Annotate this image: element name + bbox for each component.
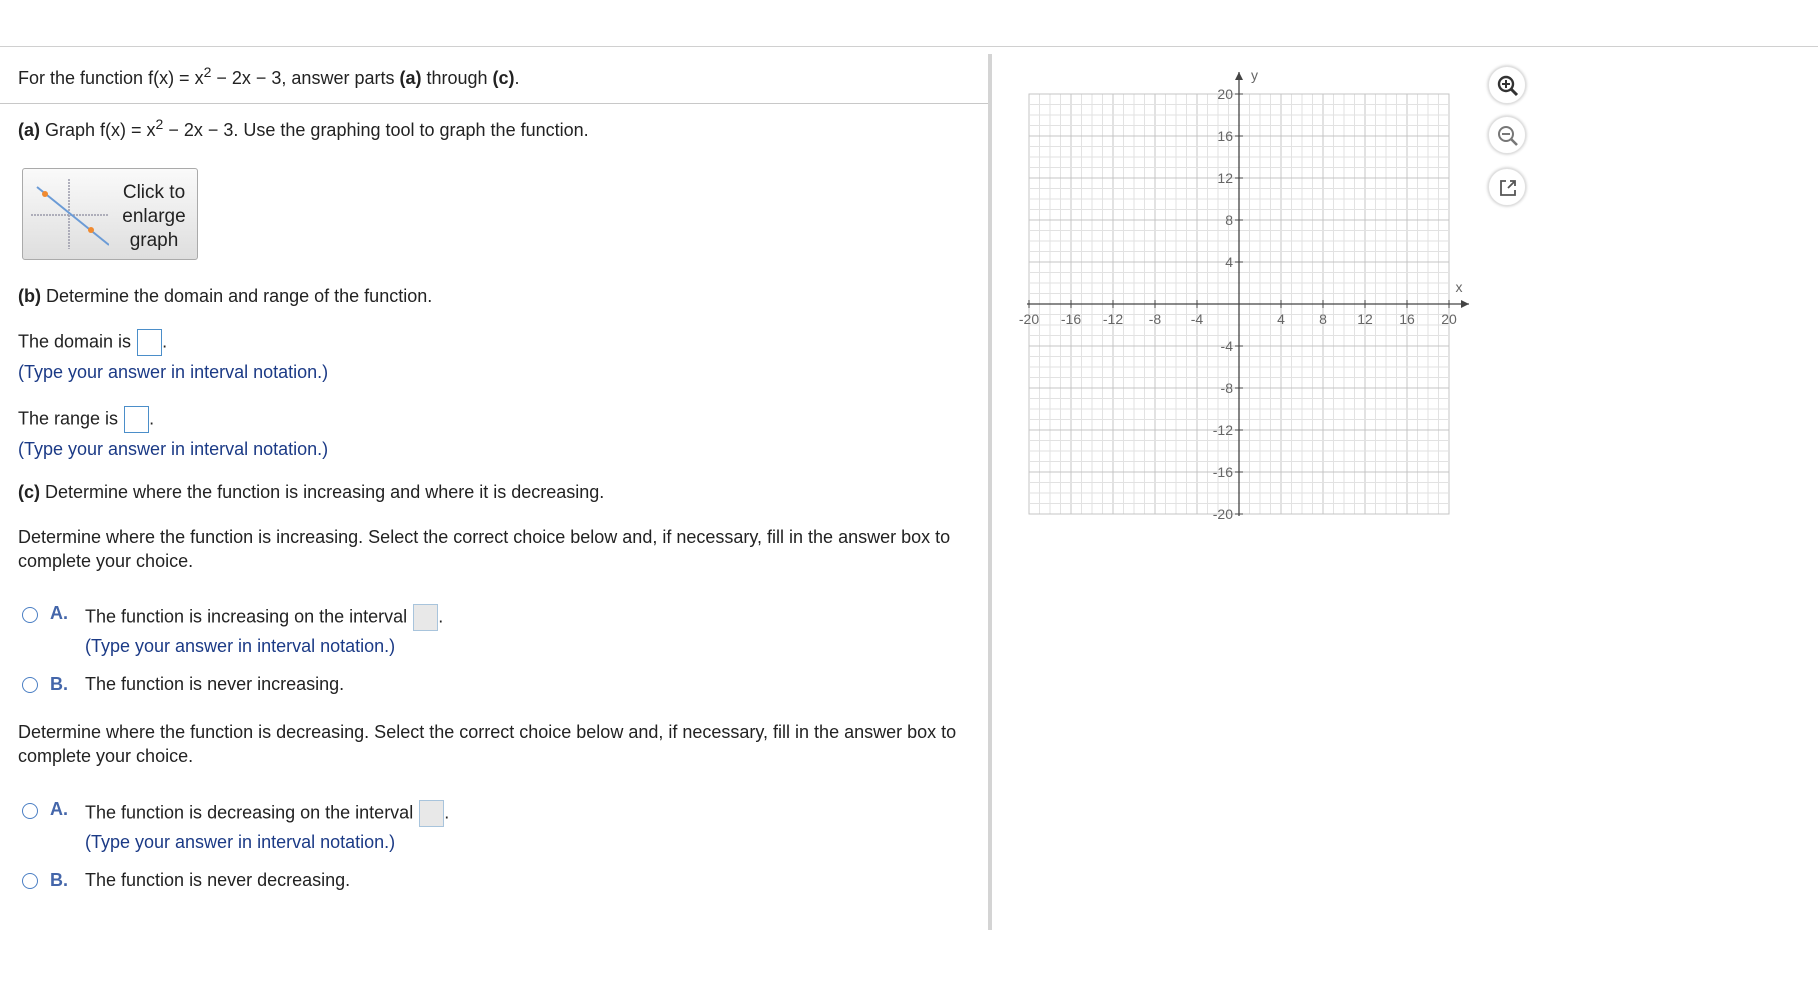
y-tick-label: 16 <box>1217 128 1233 144</box>
x-axis-label: x <box>1455 279 1463 295</box>
x-tick-label: 16 <box>1399 311 1415 327</box>
decreasing-hint: (Type your answer in interval notation.) <box>85 832 396 852</box>
y-tick-label: -16 <box>1212 464 1233 480</box>
zoom-out-button[interactable] <box>1488 116 1526 154</box>
x-tick-label: -16 <box>1060 311 1082 327</box>
y-tick-label: 8 <box>1225 212 1233 228</box>
question-intro: For the function $f(x) = x^2 - 2x - 3$, answer parts (a) through (c). <box>18 64 520 88</box>
decreasing-period: . <box>444 802 450 823</box>
x-tick-label: 8 <box>1319 311 1327 327</box>
x-tick-label: -20 <box>1018 311 1040 327</box>
part-a-text: (a) Graph $f(x) = x^2 - 2x - 3$. Use the graphing tool to graph the function. <box>18 116 589 140</box>
decreasing-prompt: Determine where the function is decreasing. Select the correct choice below and, if necessary, fill in the answer box to complete your choice. <box>18 722 957 766</box>
range-label: The range is <box>18 408 119 429</box>
pop-out-icon <box>1497 177 1519 199</box>
zoom-out-icon <box>1497 125 1519 147</box>
panel-divider <box>988 54 992 930</box>
increasing-prompt: Determine where the function is increasing. Select the correct choice below and, if necessary, fill in the answer box to complete your choice. <box>18 527 951 571</box>
increasing-interval-box[interactable] <box>413 604 438 631</box>
x-tick-label: -4 <box>1190 311 1204 327</box>
y-axis-arrow <box>1235 72 1243 80</box>
y-tick-label: 12 <box>1217 170 1233 186</box>
pop-out-button[interactable] <box>1488 168 1526 206</box>
decreasing-option-a-radio[interactable] <box>22 803 38 819</box>
y-tick-label: -20 <box>1212 506 1233 522</box>
graph-thumbnail-icon <box>31 179 109 249</box>
decreasing-option-b-radio[interactable] <box>22 873 38 889</box>
y-axis-label: y <box>1251 67 1258 83</box>
range-answer-box[interactable] <box>124 406 149 433</box>
x-tick-label: 20 <box>1441 311 1457 327</box>
y-tick-label: -8 <box>1220 380 1233 396</box>
x-tick-label: 12 <box>1357 311 1373 327</box>
increasing-option-b-text: The function is never increasing. <box>85 674 345 694</box>
domain-answer-box[interactable] <box>137 329 162 356</box>
range-row <box>18 406 154 433</box>
y-tick-label: 20 <box>1217 86 1233 102</box>
decreasing-option-a-letter: A. <box>50 799 68 819</box>
x-tick-label: 4 <box>1277 311 1285 327</box>
increasing-period: . <box>438 606 444 627</box>
decreasing-option-a-text: The function is decreasing on the interval <box>85 802 414 823</box>
range-period: . <box>149 408 155 429</box>
graphing-tool[interactable] <box>1005 62 1485 542</box>
question-panel <box>0 54 990 930</box>
range-hint: (Type your answer in interval notation.) <box>18 439 329 459</box>
increasing-option-a <box>85 604 443 631</box>
decreasing-interval-box[interactable] <box>419 800 444 827</box>
x-axis-arrow <box>1461 300 1469 308</box>
enlarge-graph-button[interactable] <box>22 168 198 260</box>
zoom-in-icon <box>1497 75 1519 97</box>
zoom-in-button[interactable] <box>1488 66 1526 104</box>
domain-label: The domain is <box>18 331 132 352</box>
increasing-option-b-radio[interactable] <box>22 677 38 693</box>
decreasing-option-a <box>85 800 449 827</box>
enlarge-graph-label: Click to enlarge graph <box>122 182 186 251</box>
y-tick-label: 4 <box>1225 254 1233 270</box>
domain-row <box>18 329 167 356</box>
y-tick-label: -4 <box>1220 338 1233 354</box>
top-divider <box>0 46 1818 47</box>
domain-period: . <box>162 331 168 352</box>
header-divider <box>0 103 988 104</box>
increasing-option-a-text: The function is increasing on the interval <box>85 606 408 627</box>
x-tick-label: -12 <box>1102 311 1124 327</box>
y-tick-label: -12 <box>1212 422 1233 438</box>
x-tick-label: -8 <box>1148 311 1162 327</box>
increasing-hint: (Type your answer in interval notation.) <box>85 636 396 656</box>
decreasing-option-b-letter: B. <box>50 870 68 890</box>
part-b-text: (b) Determine the domain and range of the function. <box>18 286 433 306</box>
decreasing-option-b-text: The function is never decreasing. <box>85 870 351 890</box>
increasing-option-b-letter: B. <box>50 674 68 694</box>
increasing-option-a-letter: A. <box>50 603 68 623</box>
domain-hint: (Type your answer in interval notation.) <box>18 362 329 382</box>
part-c-text: (c) Determine where the function is increasing and where it is decreasing. <box>18 482 605 502</box>
increasing-option-a-radio[interactable] <box>22 607 38 623</box>
